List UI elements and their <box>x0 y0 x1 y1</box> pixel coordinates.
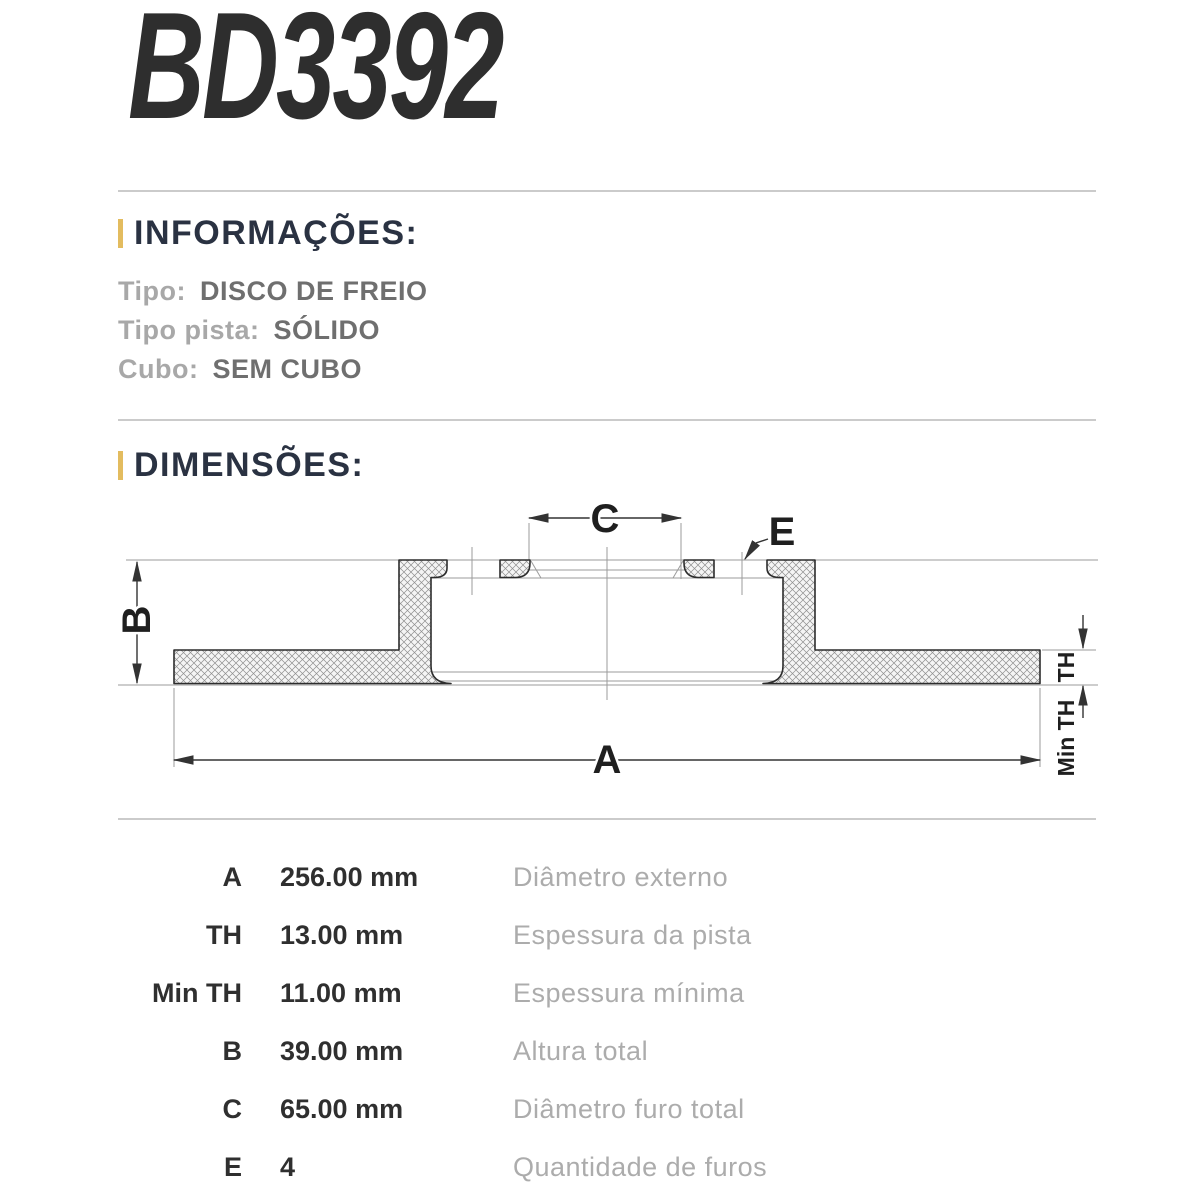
table-row <box>110 906 1090 964</box>
info-row-cubo <box>118 350 428 389</box>
dim-label-a: A <box>592 738 622 782</box>
info-label: Cubo: <box>118 354 199 384</box>
info-heading-text: INFORMAÇÕES: <box>134 214 419 252</box>
dimension-value: 256.00 mm <box>280 862 419 892</box>
dimension-value: 39.00 mm <box>280 1036 404 1066</box>
dim-label-b: B <box>115 605 159 635</box>
info-row-tipo-pista <box>118 311 428 350</box>
gold-accent-bar <box>118 219 123 248</box>
info-label: Tipo pista: <box>118 315 260 345</box>
dimension-value: 65.00 mm <box>280 1094 404 1124</box>
divider <box>118 419 1096 421</box>
dimension-key: B <box>222 1036 242 1066</box>
dim-label-e: E <box>768 510 796 554</box>
info-value: SÓLIDO <box>273 315 381 345</box>
dimension-value: 11.00 mm <box>280 978 402 1008</box>
table-row <box>110 1080 1090 1138</box>
gold-accent-bar <box>118 451 123 480</box>
dimensions-section-heading <box>118 446 364 485</box>
brake-disc-cross-section-diagram <box>110 495 1110 805</box>
dimension-description: Diâmetro furo total <box>513 1094 745 1124</box>
dim-label-th: TH <box>1053 651 1079 683</box>
info-rows <box>118 272 428 389</box>
dimension-key: TH <box>206 920 242 950</box>
dimensions-table <box>110 848 1090 1196</box>
table-row <box>110 1022 1090 1080</box>
info-section-heading <box>118 214 418 253</box>
dimension-description: Espessura mínima <box>513 978 745 1008</box>
dimension-description: Diâmetro externo <box>513 862 729 892</box>
table-row <box>110 964 1090 1022</box>
dim-label-min-th: Min TH <box>1053 699 1079 777</box>
dimension-key: A <box>222 862 242 892</box>
dimension-description: Altura total <box>513 1036 649 1066</box>
dimension-lines <box>137 518 1083 760</box>
dim-label-c: C <box>590 497 620 541</box>
divider <box>118 190 1096 192</box>
reference-lines <box>118 523 1098 767</box>
dimension-value: 13.00 mm <box>280 920 404 950</box>
info-value: DISCO DE FREIO <box>199 276 428 306</box>
dimension-description: Espessura da pista <box>513 920 752 950</box>
dimension-key: E <box>223 1152 242 1182</box>
table-row <box>110 848 1090 906</box>
info-label: Tipo: <box>118 276 186 306</box>
product-code-title: BD3392 <box>128 0 502 151</box>
dimension-description: Quantidade de furos <box>513 1152 768 1182</box>
info-value: SEM CUBO <box>212 354 362 384</box>
dimension-key: C <box>222 1094 242 1124</box>
info-row-tipo <box>118 272 428 311</box>
divider <box>118 818 1096 820</box>
dimension-value: 4 <box>280 1152 296 1182</box>
dimensions-heading-text: DIMENSÕES: <box>134 446 365 484</box>
dimension-key: Min TH <box>152 978 242 1008</box>
table-row <box>110 1138 1090 1196</box>
